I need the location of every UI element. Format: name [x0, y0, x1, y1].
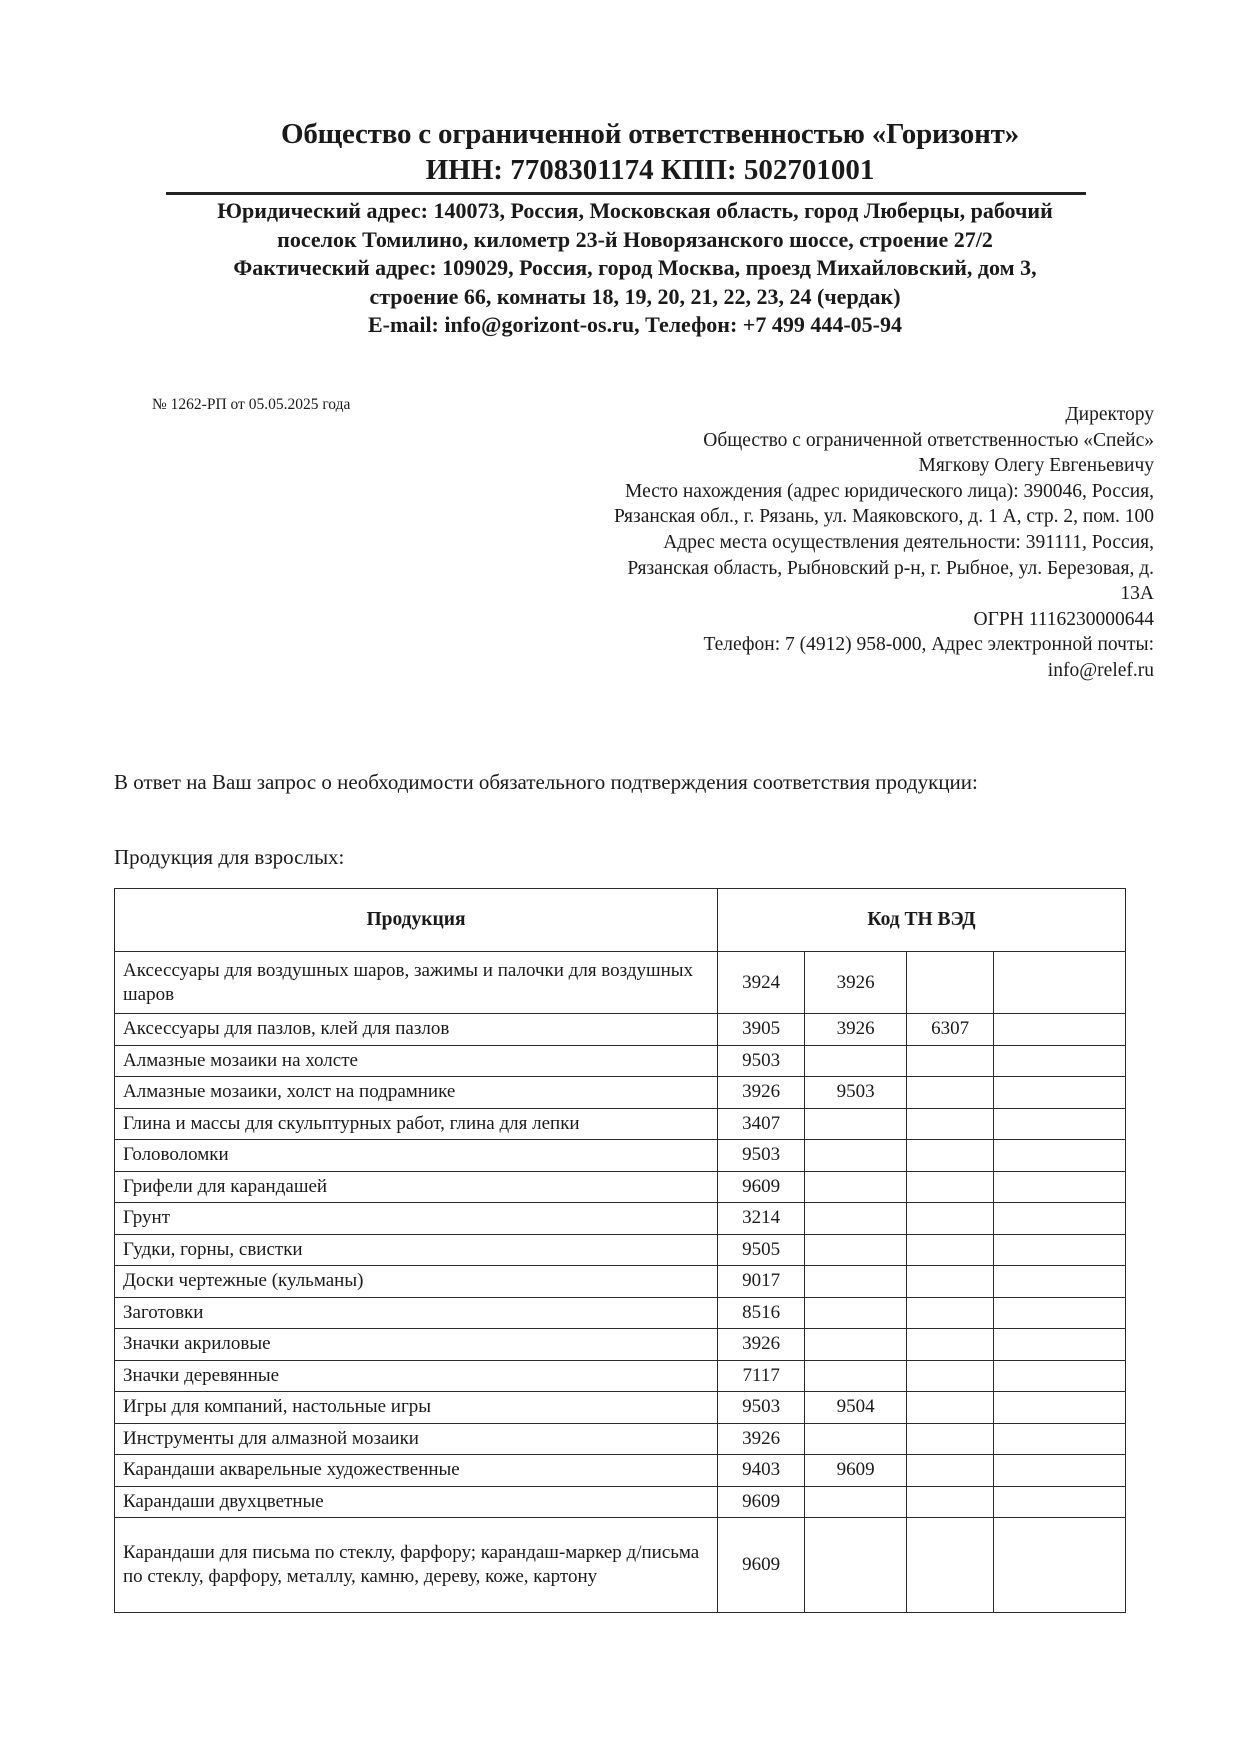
- tnved-code-cell: [805, 1297, 907, 1329]
- table-row: [115, 1171, 1126, 1203]
- table-row: [115, 1077, 1126, 1109]
- actual-address-line-1: Фактический адрес: 109029, Россия, город Москва, проезд Михайловский, дом 3,: [233, 255, 1037, 280]
- table-row: [115, 1014, 1126, 1046]
- tnved-code-cell: [994, 1234, 1126, 1266]
- tnved-code-cell: [906, 1234, 993, 1266]
- table-row: [115, 1423, 1126, 1455]
- product-name-cell: Аксессуары для пазлов, клей для пазлов: [115, 1014, 718, 1046]
- product-name-cell: Карандаши для письма по стеклу, фарфору; карандаш-маркер д/письма по стеклу, фарфору, металлу, камню, дереву, коже, картону: [115, 1518, 718, 1613]
- tnved-code-cell: [906, 1423, 993, 1455]
- tnved-code-cell: [994, 1423, 1126, 1455]
- tnved-code-cell: [994, 1486, 1126, 1518]
- tnved-code-cell: [906, 1329, 993, 1361]
- tnved-code-cell: 9017: [717, 1266, 804, 1298]
- tnved-code-cell: [994, 1392, 1126, 1424]
- tnved-code-cell: [906, 1077, 993, 1109]
- tnved-code-cell: [994, 1360, 1126, 1392]
- tnved-code-cell: 3926: [717, 1423, 804, 1455]
- table-row: [115, 1329, 1126, 1361]
- tnved-code-cell: 3905: [717, 1014, 804, 1046]
- recipient-block: [514, 402, 1154, 684]
- legal-address-line-2: поселок Томилино, километр 23-й Новорязанского шоссе, строение 27/2: [277, 226, 993, 252]
- product-name-cell: Глина и массы для скульптурных работ, глина для лепки: [115, 1108, 718, 1140]
- recipient-line: Общество с ограниченной ответственностью «Спейс»: [703, 429, 1154, 451]
- recipient-line: ОГРН 1116230000644: [973, 608, 1154, 630]
- tnved-code-cell: 3407: [717, 1108, 804, 1140]
- table-row: [115, 1108, 1126, 1140]
- product-name-cell: Грунт: [115, 1203, 718, 1235]
- tnved-code-cell: [994, 1077, 1126, 1109]
- tnved-code-cell: [906, 1360, 993, 1392]
- tnved-code-cell: [906, 952, 993, 1014]
- tnved-code-cell: 3924: [717, 952, 804, 1014]
- tnved-code-cell: [805, 1140, 907, 1172]
- tnved-code-cell: [994, 1203, 1126, 1235]
- tnved-code-cell: [994, 1108, 1126, 1140]
- recipient-line: Адрес места осуществления деятельности: 391111, Россия,: [663, 531, 1154, 553]
- recipient-line: info@relef.ru: [1047, 659, 1154, 681]
- table-body: [115, 952, 1126, 1613]
- tnved-code-cell: 3926: [805, 952, 907, 1014]
- tnved-code-cell: [906, 1392, 993, 1424]
- product-name-cell: Заготовки: [115, 1297, 718, 1329]
- tnved-code-cell: [906, 1045, 993, 1077]
- recipient-line: Рязанская область, Рыбновский р-н, г. Рыбное, ул. Березовая, д.: [627, 557, 1154, 579]
- tnved-code-cell: 9503: [717, 1045, 804, 1077]
- tnved-code-cell: [906, 1297, 993, 1329]
- tnved-code-cell: [994, 952, 1126, 1014]
- product-name-cell: Значки акриловые: [115, 1329, 718, 1361]
- tnved-code-cell: 3926: [805, 1014, 907, 1046]
- tnved-code-cell: [805, 1329, 907, 1361]
- tnved-code-cell: [805, 1234, 907, 1266]
- legal-address-line-1: Юридический адрес: 140073, Россия, Московская область, город Люберцы, рабочий: [217, 198, 1053, 223]
- table-row: [115, 1266, 1126, 1298]
- tnved-code-cell: [805, 1108, 907, 1140]
- table-row: [115, 952, 1126, 1014]
- tnved-code-cell: [805, 1171, 907, 1203]
- tnved-code-cell: [906, 1171, 993, 1203]
- tnved-code-cell: 7117: [717, 1360, 804, 1392]
- table-row: [115, 1234, 1126, 1266]
- tnved-code-cell: [994, 1266, 1126, 1298]
- table-header-row: [115, 889, 1126, 952]
- contact-line: E-mail: info@gorizont-os.ru, Телефон: +7 499 444-05-94: [368, 312, 902, 337]
- table-row: [115, 1392, 1126, 1424]
- tnved-code-cell: [906, 1266, 993, 1298]
- product-name-cell: Аксессуары для воздушных шаров, зажимы и палочки для воздушных шаров: [115, 952, 718, 1014]
- letterhead-divider: [166, 192, 1086, 195]
- tnved-code-cell: [805, 1266, 907, 1298]
- product-name-cell: Грифели для карандашей: [115, 1171, 718, 1203]
- tnved-code-cell: [994, 1455, 1126, 1487]
- table-row: [115, 1518, 1126, 1613]
- tnved-code-cell: 9403: [717, 1455, 804, 1487]
- tnved-code-cell: [994, 1518, 1126, 1613]
- table-row: [115, 1297, 1126, 1329]
- tnved-code-cell: [906, 1486, 993, 1518]
- table-row: [115, 1045, 1126, 1077]
- table-row: [115, 1140, 1126, 1172]
- product-name-cell: Игры для компаний, настольные игры: [115, 1392, 718, 1424]
- recipient-line: Рязанская обл., г. Рязань, ул. Маяковского, д. 1 А, стр. 2, пом. 100: [613, 506, 1154, 528]
- tnved-code-cell: [906, 1140, 993, 1172]
- document-number: № 1262-РП от 05.05.2025 года: [152, 396, 351, 413]
- tnved-code-cell: [994, 1329, 1126, 1361]
- tnved-code-cell: [805, 1518, 907, 1613]
- product-name-cell: Значки деревянные: [115, 1360, 718, 1392]
- table-row: [115, 1203, 1126, 1235]
- header-product: Продукция: [115, 889, 718, 952]
- product-name-cell: Карандаши акварельные художественные: [115, 1455, 718, 1487]
- table-row: [115, 1486, 1126, 1518]
- tnved-code-cell: 9503: [717, 1140, 804, 1172]
- product-name-cell: Алмазные мозаики, холст на подрамнике: [115, 1077, 718, 1109]
- tnved-code-cell: [906, 1455, 993, 1487]
- product-name-cell: Инструменты для алмазной мозаики: [115, 1423, 718, 1455]
- tnved-code-cell: 3214: [717, 1203, 804, 1235]
- intro-paragraph: В ответ на Ваш запрос о необходимости обязательного подтверждения соответствия продукции:: [114, 770, 978, 794]
- tnved-code-cell: 9504: [805, 1392, 907, 1424]
- section-title: Продукция для взрослых:: [114, 845, 345, 869]
- table-row: [115, 1360, 1126, 1392]
- letterhead: [150, 116, 1150, 188]
- tnved-code-cell: [994, 1171, 1126, 1203]
- tnved-code-cell: [805, 1486, 907, 1518]
- tnved-code-cell: [994, 1045, 1126, 1077]
- tnved-code-cell: [994, 1297, 1126, 1329]
- actual-address-line-2: строение 66, комнаты 18, 19, 20, 21, 22, 23, 24 (чердак): [369, 283, 901, 309]
- tnved-code-cell: 6307: [906, 1014, 993, 1046]
- tnved-code-cell: [805, 1203, 907, 1235]
- tnved-code-cell: 9503: [805, 1077, 907, 1109]
- tnved-code-cell: [906, 1203, 993, 1235]
- company-name: Общество с ограниченной ответственностью «Горизонт»: [281, 118, 1019, 150]
- tnved-code-cell: [805, 1360, 907, 1392]
- tnved-code-cell: [906, 1108, 993, 1140]
- recipient-line: Место нахождения (адрес юридического лица): 390046, Россия,: [625, 480, 1154, 502]
- tnved-code-cell: 3926: [717, 1077, 804, 1109]
- company-addresses: [140, 197, 1130, 340]
- product-name-cell: Алмазные мозаики на холсте: [115, 1045, 718, 1077]
- recipient-line: Мягкову Олегу Евгеньевичу: [918, 455, 1154, 477]
- tnved-code-cell: 9609: [717, 1171, 804, 1203]
- product-name-cell: Гудки, горны, свистки: [115, 1234, 718, 1266]
- tnved-code-cell: 9609: [717, 1518, 804, 1613]
- recipient-line: 13А: [1120, 583, 1154, 605]
- tnved-code-cell: 9505: [717, 1234, 804, 1266]
- company-inn-kpp: ИНН: 7708301174 КПП: 502701001: [425, 154, 875, 186]
- tnved-code-cell: 9609: [805, 1455, 907, 1487]
- product-name-cell: Головоломки: [115, 1140, 718, 1172]
- table-row: [115, 1455, 1126, 1487]
- tnved-code-cell: [805, 1423, 907, 1455]
- recipient-line: Телефон: 7 (4912) 958-000, Адрес электронной почты:: [703, 634, 1154, 656]
- tnved-code-cell: [805, 1045, 907, 1077]
- tnved-code-cell: [906, 1518, 993, 1613]
- tnved-code-cell: 9503: [717, 1392, 804, 1424]
- tnved-code-cell: 8516: [717, 1297, 804, 1329]
- products-table: [114, 888, 1126, 1613]
- tnved-code-cell: 3926: [717, 1329, 804, 1361]
- tnved-code-cell: 9609: [717, 1486, 804, 1518]
- product-name-cell: Доски чертежные (кульманы): [115, 1266, 718, 1298]
- tnved-code-cell: [994, 1140, 1126, 1172]
- tnved-code-cell: [994, 1014, 1126, 1046]
- recipient-line: Директору: [1065, 404, 1154, 425]
- header-code: Код ТН ВЭД: [717, 889, 1125, 952]
- product-name-cell: Карандаши двухцветные: [115, 1486, 718, 1518]
